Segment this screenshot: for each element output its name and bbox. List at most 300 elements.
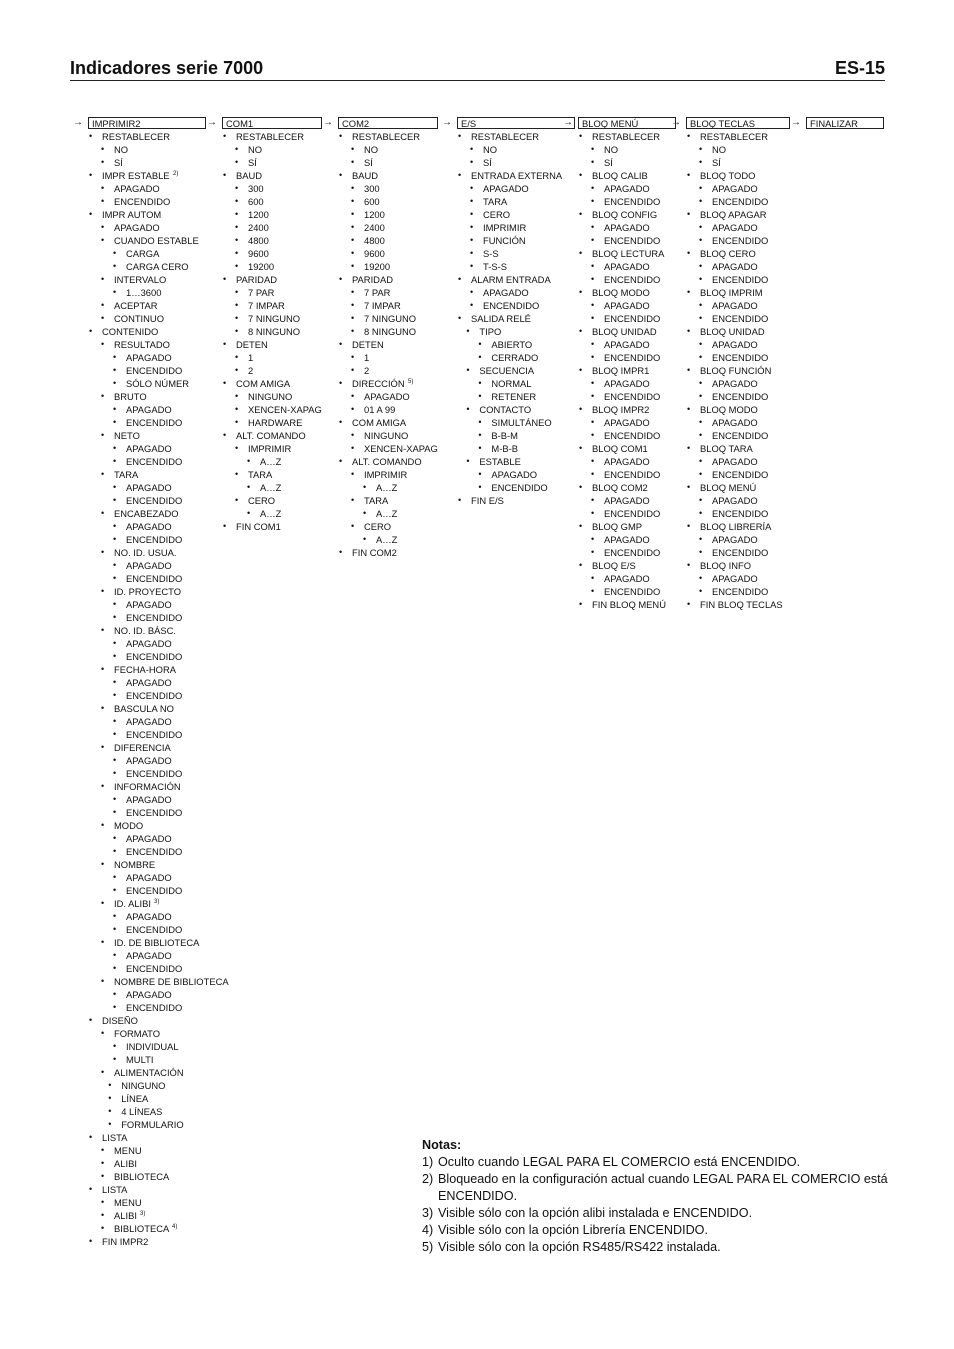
bullet-icon: • xyxy=(478,378,482,388)
menu-item-label: APAGADO xyxy=(712,378,758,389)
bullet-icon: • xyxy=(101,859,105,869)
bullet-icon: • xyxy=(89,209,93,219)
bullet-icon: • xyxy=(591,534,595,544)
bullet-icon: • xyxy=(247,482,251,492)
menu-item-label: ENCABEZADO xyxy=(114,508,179,519)
bullet-icon: • xyxy=(235,313,239,323)
menu-item-label: CUANDO ESTABLE xyxy=(114,235,199,246)
menu-item-label: BLOQ APAGAR xyxy=(700,209,767,220)
bullet-icon: • xyxy=(113,560,117,570)
bullet-icon: • xyxy=(699,300,703,310)
menu-item-label: 1…3600 xyxy=(126,287,162,298)
menu-item-label: FORMULARIO xyxy=(121,1119,184,1130)
bullet-icon: • xyxy=(470,287,474,297)
bullet-icon: • xyxy=(591,573,595,583)
bullet-icon: • xyxy=(687,521,691,531)
menu-item-label: NINGUNO xyxy=(248,391,293,402)
bullet-icon: • xyxy=(699,183,703,193)
bullet-icon: • xyxy=(113,911,117,921)
menu-item-label: BAUD xyxy=(352,170,379,181)
menu-item-label: CONTACTO xyxy=(479,404,532,415)
bullet-icon: • xyxy=(687,248,691,258)
menu-item-label: CARGA xyxy=(126,248,160,259)
notes xyxy=(422,1137,888,1256)
menu-item-label: NETO xyxy=(114,430,140,441)
menu-item-label: APAGADO xyxy=(604,573,650,584)
bullet-icon: • xyxy=(591,261,595,271)
bullet-icon: • xyxy=(579,248,583,258)
note-number: 2) xyxy=(422,1172,434,1186)
menu-item-label: FUNCIÓN xyxy=(483,235,526,246)
menu-item-label: FIN BLOQ TECLAS xyxy=(700,599,783,610)
bullet-icon: • xyxy=(466,404,470,414)
menu-item-label: APAGADO xyxy=(712,339,758,350)
bullet-icon: • xyxy=(113,261,117,271)
menu-item-label: PARIDAD xyxy=(352,274,393,285)
bullet-icon: • xyxy=(235,443,239,453)
bullet-icon: • xyxy=(113,716,117,726)
bullet-icon: • xyxy=(470,144,474,154)
bullet-icon: • xyxy=(351,365,355,375)
footnote-ref: 5) xyxy=(408,379,414,385)
bullet-icon: • xyxy=(351,430,355,440)
menu-item-label: CERO xyxy=(483,209,511,220)
bullet-icon: • xyxy=(113,950,117,960)
bullet-icon: • xyxy=(458,170,462,180)
bullet-icon: • xyxy=(101,339,105,349)
menu-item-label: SÍ xyxy=(248,157,257,168)
bullet-icon: • xyxy=(101,820,105,830)
menu-item-label: APAGADO xyxy=(712,417,758,428)
menu-item-label: BLOQ LECTURA xyxy=(592,248,665,259)
bullet-icon: • xyxy=(101,300,105,310)
menu-item-label: ENCENDIDO xyxy=(712,313,769,324)
bullet-icon: • xyxy=(458,131,462,141)
bullet-icon: • xyxy=(458,495,462,505)
menu-item-label: FORMATO xyxy=(114,1028,161,1039)
menu-item-label: ENCENDIDO xyxy=(126,365,183,376)
bullet-icon: • xyxy=(687,365,691,375)
menu-item-label: APAGADO xyxy=(604,417,650,428)
bullet-icon: • xyxy=(579,170,583,180)
menu-item-label: APAGADO xyxy=(126,872,172,883)
menu-heading-box: E/S xyxy=(457,117,575,129)
bullet-icon: • xyxy=(113,794,117,804)
bullet-icon: • xyxy=(470,196,474,206)
menu-item-label: ENCENDIDO xyxy=(126,963,183,974)
menu-item-label: ENCENDIDO xyxy=(604,430,661,441)
menu-item-label: SÍ xyxy=(483,157,492,168)
bullet-icon: • xyxy=(101,742,105,752)
bullet-icon: • xyxy=(339,131,343,141)
menu-item-label: 9600 xyxy=(248,248,269,259)
bullet-icon: • xyxy=(591,508,595,518)
bullet-icon: • xyxy=(113,248,117,258)
menu-item-label: ENCENDIDO xyxy=(126,885,183,896)
bullet-icon: • xyxy=(699,235,703,245)
menu-item-label: IMPRIMIR xyxy=(364,469,408,480)
bullet-icon: • xyxy=(351,521,355,531)
menu-item-label: ENCENDIDO xyxy=(483,300,540,311)
menu-item-label: NO xyxy=(114,144,129,155)
bullet-icon: • xyxy=(470,261,474,271)
bullet-icon: • xyxy=(351,235,355,245)
bullet-icon: • xyxy=(223,521,227,531)
bullet-icon: • xyxy=(363,508,367,518)
bullet-icon: • xyxy=(351,157,355,167)
bullet-icon: • xyxy=(89,1184,93,1194)
menu-item-label: NINGUNO xyxy=(364,430,409,441)
note-text: Visible sólo con la opción RS485/RS422 instalada. xyxy=(438,1240,721,1254)
menu-item-label: FIN COM2 xyxy=(352,547,397,558)
bullet-icon: • xyxy=(351,469,355,479)
bullet-icon: • xyxy=(699,430,703,440)
menu-item-label: IMPRIMIR xyxy=(483,222,527,233)
menu-item-label: BLOQ TODO xyxy=(700,170,756,181)
menu-item-label: CONTENIDO xyxy=(102,326,159,337)
bullet-icon: • xyxy=(101,430,105,440)
menu-item-label: 300 xyxy=(248,183,264,194)
bullet-icon: • xyxy=(223,339,227,349)
bullet-icon: • xyxy=(339,274,343,284)
menu-item-label: ALIBI xyxy=(114,1158,137,1169)
bullet-icon: • xyxy=(235,365,239,375)
menu-item-label: APAGADO xyxy=(604,456,650,467)
menu-item-label: ENCENDIDO xyxy=(126,729,183,740)
menu-item-label: APAGADO xyxy=(491,469,538,480)
bullet-icon: • xyxy=(699,391,703,401)
bullet-icon: • xyxy=(101,586,105,596)
bullet-icon: • xyxy=(699,508,703,518)
menu-item-label: APAGADO xyxy=(126,677,172,688)
note-text: Visible sólo con la opción Librería ENCENDIDO. xyxy=(438,1223,708,1237)
menu-item-label: A…Z xyxy=(260,456,282,467)
bullet-icon: • xyxy=(591,313,595,323)
menu-item-label: APAGADO xyxy=(483,287,529,298)
bullet-icon: • xyxy=(579,404,583,414)
bullet-icon: • xyxy=(113,1041,117,1051)
menu-item-label: RESTABLECER xyxy=(102,131,171,142)
bullet-icon: • xyxy=(235,196,239,206)
bullet-icon: • xyxy=(235,144,239,154)
bullet-icon: • xyxy=(113,963,117,973)
menu-item-label: ALT. COMANDO xyxy=(236,430,306,441)
menu-item-label: BIBLIOTECA xyxy=(114,1171,170,1182)
menu-item-label: 19200 xyxy=(364,261,391,272)
menu-item-label: 7 PAR xyxy=(248,287,275,298)
bullet-icon: • xyxy=(101,1223,105,1233)
bullet-icon: • xyxy=(687,560,691,570)
menu-item-label: BLOQ COM1 xyxy=(592,443,648,454)
menu-item-label: A…Z xyxy=(376,508,398,519)
bullet-icon: • xyxy=(699,469,703,479)
bullet-icon: • xyxy=(101,898,105,908)
menu-item-label: A…Z xyxy=(376,534,398,545)
bullet-icon: • xyxy=(235,417,239,427)
bullet-icon: • xyxy=(351,404,355,414)
menu-item-label: ENCENDIDO xyxy=(712,391,769,402)
menu-item-label: SÍ xyxy=(712,157,721,168)
menu-item-label: BLOQ CERO xyxy=(700,248,756,259)
bullet-icon: • xyxy=(339,170,343,180)
menu-item-label: ENCENDIDO xyxy=(126,924,183,935)
menu-item-label: ENCENDIDO xyxy=(712,274,769,285)
bullet-icon: • xyxy=(687,599,691,609)
menu-item-label: ALT. COMANDO xyxy=(352,456,422,467)
menu-item-label: BLOQ IMPR1 xyxy=(592,365,650,376)
menu-heading-box: BLOQ TECLAS xyxy=(686,117,790,129)
menu-item-label: CONTINUO xyxy=(114,313,164,324)
menu-item-label: RESTABLECER xyxy=(352,131,421,142)
bullet-icon: • xyxy=(699,547,703,557)
menu-item-label: TIPO xyxy=(479,326,502,337)
menu-item-label: 7 NINGUNO xyxy=(248,313,301,324)
bullet-icon: • xyxy=(247,456,251,466)
menu-item-label: ENCENDIDO xyxy=(712,586,769,597)
bullet-icon: • xyxy=(591,391,595,401)
bullet-icon: • xyxy=(478,391,482,401)
bullet-icon: • xyxy=(113,456,117,466)
menu-item-label: XENCEN-XAPAG xyxy=(364,443,438,454)
menu-item-label: APAGADO xyxy=(604,495,650,506)
menu-item-label: SÍ xyxy=(114,157,123,168)
bullet-icon: • xyxy=(101,235,105,245)
bullet-icon: • xyxy=(113,638,117,648)
bullet-icon: • xyxy=(113,872,117,882)
menu-item-label: NO. ID. USUA. xyxy=(114,547,177,558)
menu-item-label: 8 NINGUNO xyxy=(364,326,417,337)
bullet-icon: • xyxy=(591,196,595,206)
menu-item-label: ENCENDIDO xyxy=(712,508,769,519)
menu-item-label: APAGADO xyxy=(712,573,758,584)
bullet-icon: • xyxy=(235,209,239,219)
menu-item-label: APAGADO xyxy=(364,391,410,402)
menu-item-label: XENCEN-XAPAG xyxy=(248,404,322,415)
bullet-icon: • xyxy=(351,144,355,154)
bullet-icon: • xyxy=(699,495,703,505)
page-title: Indicadores serie 7000 xyxy=(70,58,264,78)
bullet-icon: • xyxy=(113,612,117,622)
menu-item-label: 7 PAR xyxy=(364,287,391,298)
menu-item-label: APAGADO xyxy=(126,404,172,415)
bullet-icon: • xyxy=(235,261,239,271)
bullet-icon: • xyxy=(101,625,105,635)
bullet-icon: • xyxy=(113,404,117,414)
menu-item-label: ENCENDIDO xyxy=(712,430,769,441)
menu-item-label: FIN COM1 xyxy=(236,521,281,532)
footnote-ref: 3) xyxy=(140,1211,146,1217)
menu-item-label: DIFERENCIA xyxy=(114,742,171,753)
bullet-icon: • xyxy=(235,248,239,258)
menu-item-label: ENCENDIDO xyxy=(712,352,769,363)
bullet-icon: • xyxy=(470,248,474,258)
bullet-icon: • xyxy=(235,183,239,193)
menu-item-label: RESULTADO xyxy=(114,339,170,350)
menu-item-label: 7 NINGUNO xyxy=(364,313,417,324)
bullet-icon: • xyxy=(591,352,595,362)
menu-item-label: BLOQ MODO xyxy=(700,404,758,415)
arrow-right-icon: → xyxy=(671,117,681,128)
bullet-icon: • xyxy=(478,352,482,362)
bullet-icon: • xyxy=(235,235,239,245)
bullet-icon: • xyxy=(101,547,105,557)
menu-item-label: NINGUNO xyxy=(121,1080,166,1091)
bullet-icon: • xyxy=(113,846,117,856)
bullet-icon: • xyxy=(699,144,703,154)
arrow-right-icon: → xyxy=(442,117,452,128)
bullet-icon: • xyxy=(113,534,117,544)
bullet-icon: • xyxy=(101,1197,105,1207)
menu-item-label: ENCENDIDO xyxy=(126,573,183,584)
menu-item-label: 01 A 99 xyxy=(364,404,396,415)
bullet-icon: • xyxy=(113,1054,117,1064)
bullet-icon: • xyxy=(351,196,355,206)
menu-item-label: ENCENDIDO xyxy=(604,586,661,597)
menu-item-label: 2400 xyxy=(364,222,385,233)
bullet-icon: • xyxy=(89,326,93,336)
menu-item-label: MULTI xyxy=(126,1054,154,1065)
bullet-icon: • xyxy=(235,352,239,362)
menu-item-label: APAGADO xyxy=(126,794,172,805)
bullet-icon: • xyxy=(89,1015,93,1025)
menu-item-label: 600 xyxy=(248,196,264,207)
bullet-icon: • xyxy=(339,339,343,349)
bullet-icon: • xyxy=(113,417,117,427)
bullet-icon: • xyxy=(470,235,474,245)
menu-item-label: RESTABLECER xyxy=(236,131,305,142)
menu-item-label: COM AMIGA xyxy=(236,378,291,389)
arrow-right-icon: → xyxy=(791,117,801,128)
bullet-icon: • xyxy=(223,274,227,284)
menu-item-label: APAGADO xyxy=(483,183,529,194)
menu-heading-box: FINALIZAR xyxy=(806,117,884,129)
bullet-icon: • xyxy=(466,326,470,336)
bullet-icon: • xyxy=(699,339,703,349)
menu-item-label: APAGADO xyxy=(604,339,650,350)
bullet-icon: • xyxy=(591,157,595,167)
menu-item-label: APAGADO xyxy=(604,261,650,272)
bullet-icon: • xyxy=(101,391,105,401)
bullet-icon: • xyxy=(478,443,482,453)
menu-item-label: FECHA-HORA xyxy=(114,664,176,675)
bullet-icon: • xyxy=(591,456,595,466)
menu-item-label: M-B-B xyxy=(491,443,518,454)
bullet-icon: • xyxy=(591,430,595,440)
bullet-icon: • xyxy=(235,326,239,336)
bullet-icon: • xyxy=(699,222,703,232)
bullet-icon: • xyxy=(101,703,105,713)
bullet-icon: • xyxy=(108,1119,112,1129)
arrow-right-icon: → xyxy=(207,117,217,128)
bullet-icon: • xyxy=(591,144,595,154)
bullet-icon: • xyxy=(591,339,595,349)
menu-item-label: ENCENDIDO xyxy=(114,196,171,207)
bullet-icon: • xyxy=(113,495,117,505)
menu-item-label: ENCENDIDO xyxy=(126,456,183,467)
page-number: ES-15 xyxy=(834,58,885,78)
bullet-icon: • xyxy=(101,1028,105,1038)
menu-item-label: CERRADO xyxy=(491,352,539,363)
menu-item-label: NO xyxy=(712,144,727,155)
bullet-icon: • xyxy=(101,469,105,479)
menu-item-label: BLOQ UNIDAD xyxy=(592,326,657,337)
menu-item-label: APAGADO xyxy=(126,833,172,844)
menu-item-label: ALIMENTACIÓN xyxy=(114,1067,184,1078)
bullet-icon: • xyxy=(101,183,105,193)
arrow-right-icon: → xyxy=(73,117,83,128)
bullet-icon: • xyxy=(235,300,239,310)
bullet-icon: • xyxy=(699,196,703,206)
menu-item-label: ENTRADA EXTERNA xyxy=(471,170,563,181)
menu-item-label: ENCENDIDO xyxy=(604,469,661,480)
menu-item-label: APAGADO xyxy=(126,521,172,532)
bullet-icon: • xyxy=(89,1132,93,1142)
bullet-icon: • xyxy=(470,209,474,219)
bullet-icon: • xyxy=(351,222,355,232)
bullet-icon: • xyxy=(113,443,117,453)
bullet-icon: • xyxy=(699,378,703,388)
bullet-icon: • xyxy=(89,131,93,141)
menu-item-label: ENCENDIDO xyxy=(604,547,661,558)
bullet-icon: • xyxy=(235,495,239,505)
menu-item-label: MENU xyxy=(114,1197,142,1208)
bullet-icon: • xyxy=(699,417,703,427)
menu-item-label: BLOQ FUNCIÓN xyxy=(700,365,772,376)
bullet-icon: • xyxy=(339,378,343,388)
bullet-icon: • xyxy=(699,573,703,583)
bullet-icon: • xyxy=(101,1210,105,1220)
bullet-icon: • xyxy=(699,456,703,466)
bullet-icon: • xyxy=(101,508,105,518)
menu-item-label: LISTA xyxy=(102,1132,128,1143)
bullet-icon: • xyxy=(101,664,105,674)
menu-item-label: BLOQ MENÚ xyxy=(700,482,757,493)
menu-item-label: APAGADO xyxy=(114,183,160,194)
menu-item-label: ACEPTAR xyxy=(114,300,158,311)
menu-item-label: APAGADO xyxy=(604,300,650,311)
bullet-icon: • xyxy=(591,378,595,388)
bullet-icon: • xyxy=(113,989,117,999)
bullet-icon: • xyxy=(101,1067,105,1077)
bullet-icon: • xyxy=(113,599,117,609)
menu-item-label: MENU xyxy=(114,1145,142,1156)
menu-item-label: BLOQ CALIB xyxy=(592,170,648,181)
bullet-icon: • xyxy=(478,339,482,349)
menu-item-label: NORMAL xyxy=(491,378,532,389)
menu-item-label: ID. DE BIBLIOTECA xyxy=(114,937,200,948)
note-text: Bloqueado en la configuración actual cuando LEGAL PARA EL COMERCIO está ENCENDIDO. xyxy=(438,1172,888,1203)
menu-item-label: LISTA xyxy=(102,1184,128,1195)
page-header xyxy=(70,58,885,81)
bullet-icon: • xyxy=(699,313,703,323)
menu-item-label: ENCENDIDO xyxy=(126,651,183,662)
menu-item-label: BLOQ MODO xyxy=(592,287,650,298)
menu-item-label: 4800 xyxy=(364,235,385,246)
menu-item-label: ALIBI xyxy=(114,1210,137,1221)
menu-item-label: APAGADO xyxy=(126,755,172,766)
bullet-icon: • xyxy=(478,417,482,427)
menu-item-label: 600 xyxy=(364,196,380,207)
bullet-icon: • xyxy=(113,521,117,531)
bullet-icon: • xyxy=(235,287,239,297)
menu-item-label: APAGADO xyxy=(604,222,650,233)
bullet-icon: • xyxy=(113,482,117,492)
bullet-icon: • xyxy=(351,248,355,258)
bullet-icon: • xyxy=(591,495,595,505)
bullet-icon: • xyxy=(458,274,462,284)
menu-item-label: ENCENDIDO xyxy=(604,313,661,324)
menu-item-label: 1 xyxy=(364,352,370,363)
